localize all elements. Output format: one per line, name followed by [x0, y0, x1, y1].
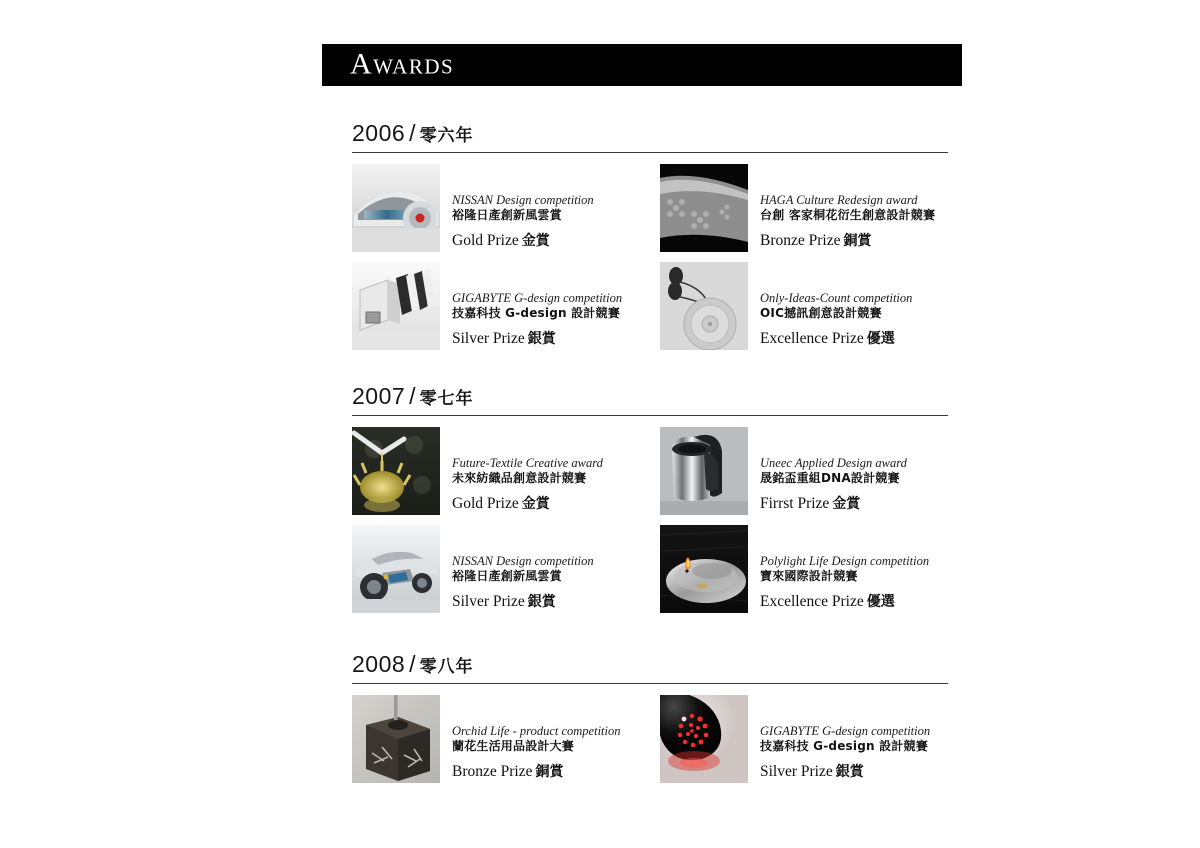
award-entry	[352, 695, 648, 787]
award-prize-cn: 優選	[866, 594, 895, 610]
year-section	[352, 651, 948, 787]
award-name-cn: 台創 客家桐花衍生創意設計競賽	[760, 208, 936, 222]
award-prize-cn: 銀賞	[835, 764, 864, 780]
award-text	[760, 695, 956, 781]
year-separator: /	[409, 651, 416, 677]
award-prize-en: Excellence Prize	[760, 330, 864, 347]
nissan-concept-vehicle-thumbnail	[352, 525, 440, 613]
award-text	[760, 427, 956, 513]
year-heading	[352, 383, 948, 416]
award-entry	[352, 262, 648, 354]
award-prize	[452, 495, 648, 513]
award-prize	[760, 593, 956, 611]
award-name-en: NISSAN Design competition	[452, 554, 594, 568]
award-name-cn: 晟銘盃重組DNA設計競賽	[760, 471, 900, 485]
award-entry	[352, 164, 648, 256]
award-prize	[452, 763, 648, 781]
award-name-en: Uneec Applied Design award	[760, 456, 907, 470]
award-entry	[352, 525, 648, 617]
award-prize-en: Bronze Prize	[760, 232, 841, 249]
gigabyte-red-led-thumbnail	[660, 695, 748, 783]
award-prize-cn: 銅賞	[843, 233, 872, 249]
awards-grid	[352, 427, 948, 617]
award-text	[452, 427, 648, 513]
year-label-cn: 零六年	[419, 126, 474, 146]
award-name-cn: 寶來國際設計競賽	[760, 569, 858, 583]
award-entry	[660, 427, 956, 519]
award-name-en: Polylight Life Design competition	[760, 554, 930, 568]
award-prize	[452, 330, 648, 348]
polylight-candle-thumbnail	[660, 525, 748, 613]
award-name-en: GIGABYTE G-design competition	[760, 724, 931, 738]
award-prize-cn: 優選	[866, 331, 895, 347]
page-title-banner	[322, 44, 962, 86]
award-prize	[760, 330, 956, 348]
year-separator: /	[409, 383, 416, 409]
award-name-en: HAGA Culture Redesign award	[760, 193, 918, 207]
award-prize-cn: 銀賞	[527, 594, 556, 610]
award-prize-en: Silver Prize	[760, 763, 833, 780]
award-text	[760, 164, 956, 250]
award-entry	[660, 262, 956, 354]
award-prize-cn: 金賞	[521, 496, 550, 512]
award-name-cn: 技嘉科技 G-design 設計競賽	[452, 306, 620, 320]
award-text	[452, 164, 648, 250]
year-separator: /	[409, 120, 416, 146]
year-number: 2008	[352, 651, 406, 677]
year-number: 2007	[352, 383, 406, 409]
award-prize	[760, 232, 956, 250]
award-name-cn: 裕隆日產創新風雲賞	[452, 569, 562, 583]
awards-grid	[352, 695, 948, 787]
page-title: Awards	[350, 47, 455, 81]
award-name-en: Orchid Life - product competition	[452, 724, 621, 738]
oic-earphones-thumbnail	[660, 262, 748, 350]
award-prize	[760, 495, 956, 513]
award-prize-cn: 金賞	[832, 496, 861, 512]
award-text	[760, 262, 956, 348]
award-name-cn: 未來紡織品創意設計競賽	[452, 471, 587, 485]
haga-floral-tray-thumbnail	[660, 164, 748, 252]
award-name-cn: 技嘉科技 G-design 設計競賽	[760, 739, 928, 753]
award-prize-en: Firrst Prize	[760, 495, 830, 512]
year-number: 2006	[352, 120, 406, 146]
award-name-en: Only-Ideas-Count competition	[760, 291, 913, 305]
award-text	[760, 525, 956, 611]
award-prize	[760, 763, 956, 781]
award-name-en: Future-Textile Creative award	[452, 456, 603, 470]
award-entry	[352, 427, 648, 519]
year-heading	[352, 120, 948, 153]
award-name-en: NISSAN Design competition	[452, 193, 594, 207]
year-label-cn: 零七年	[419, 389, 474, 409]
award-entry	[660, 695, 956, 787]
award-prize-en: Silver Prize	[452, 593, 525, 610]
award-entry	[660, 525, 956, 617]
award-prize-cn: 銅賞	[535, 764, 564, 780]
award-prize	[452, 232, 648, 250]
award-prize-cn: 銀賞	[527, 331, 556, 347]
orchid-life-stone-block-thumbnail	[352, 695, 440, 783]
year-heading	[352, 651, 948, 684]
award-prize-cn: 金賞	[521, 233, 550, 249]
year-label-cn: 零八年	[419, 657, 474, 677]
awards-grid	[352, 164, 948, 354]
uneec-metal-vessel-thumbnail	[660, 427, 748, 515]
award-prize-en: Excellence Prize	[760, 593, 864, 610]
award-name-cn: 裕隆日產創新風雲賞	[452, 208, 562, 222]
year-section	[352, 120, 948, 354]
award-text	[452, 525, 648, 611]
gigabyte-heatsink-thumbnail	[352, 262, 440, 350]
award-name-en: GIGABYTE G-design competition	[452, 291, 623, 305]
award-text	[452, 695, 648, 781]
award-name-cn: 蘭花生活用品設計大賽	[452, 739, 575, 753]
award-prize	[452, 593, 648, 611]
nissan-car-thumbnail	[352, 164, 440, 252]
award-prize-en: Gold Prize	[452, 495, 519, 512]
award-prize-en: Silver Prize	[452, 330, 525, 347]
future-textile-gold-thumbnail	[352, 427, 440, 515]
award-text	[452, 262, 648, 348]
award-prize-en: Bronze Prize	[452, 763, 533, 780]
year-section	[352, 383, 948, 617]
award-prize-en: Gold Prize	[452, 232, 519, 249]
award-name-cn: OIC撼訊創意設計競賽	[760, 306, 882, 320]
award-entry	[660, 164, 956, 256]
